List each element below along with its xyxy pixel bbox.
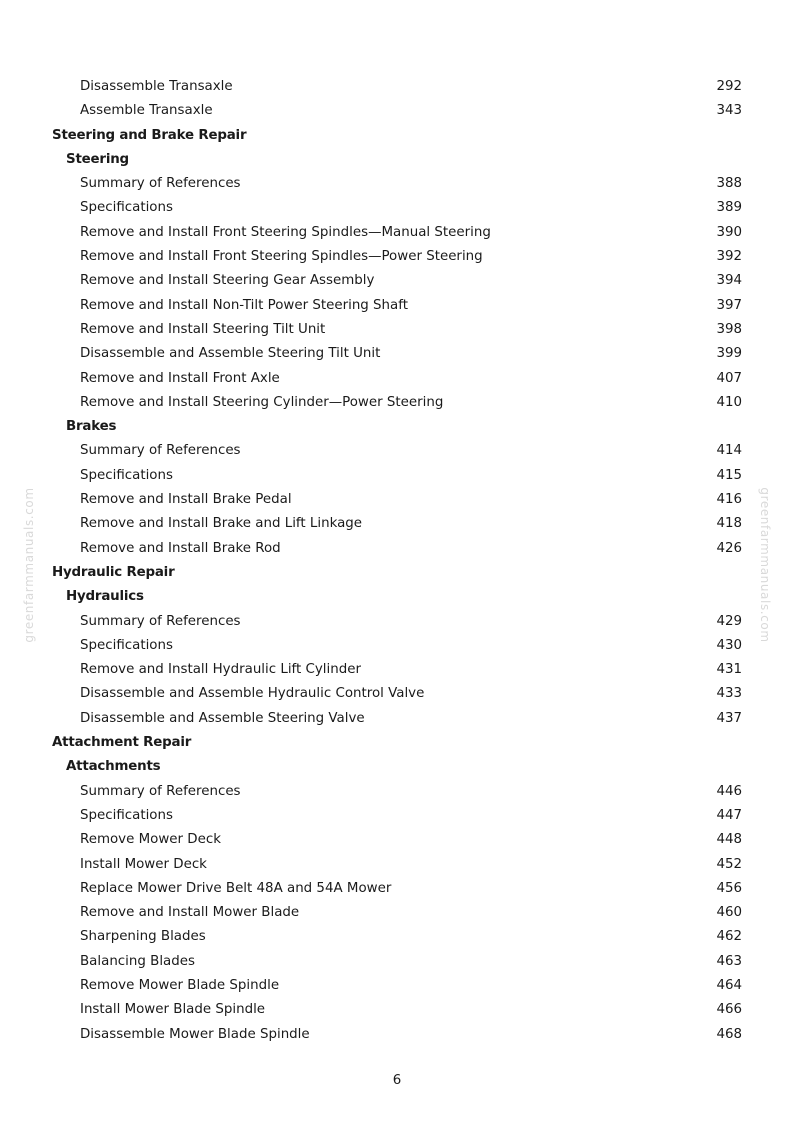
toc-entry-title: Steering: [66, 151, 129, 167]
toc-entry-title: Remove and Install Brake Rod: [80, 540, 281, 556]
toc-section-heading: [0, 561, 794, 585]
toc-entry-title: Summary of References: [80, 176, 241, 192]
toc-entry-title: Remove and Install Brake Pedal: [80, 492, 292, 508]
toc-section-heading: [0, 731, 794, 755]
toc-entry-title: Specifications: [80, 807, 173, 823]
toc-entry-page-number: 415: [716, 467, 742, 483]
toc-entry-title: Remove and Install Hydraulic Lift Cylinder: [80, 662, 361, 678]
toc-entry-title: Steering and Brake Repair: [52, 127, 247, 143]
toc-entry-title: Remove and Install Front Axle: [80, 370, 280, 386]
toc-entry[interactable]: [0, 780, 794, 804]
toc-entry-title: Summary of References: [80, 443, 241, 459]
toc-entry-page-number: 452: [716, 856, 742, 872]
toc-entry-page-number: 390: [716, 224, 742, 240]
toc-entry-page-number: 433: [716, 686, 742, 702]
toc-entry-page-number: 447: [716, 807, 742, 823]
toc-entry-title: Remove and Install Front Steering Spindles—Power Steering: [80, 249, 483, 265]
toc-subsection-heading: [0, 148, 794, 172]
toc-entry-title: Remove and Install Steering Tilt Unit: [80, 321, 326, 337]
toc-entry[interactable]: [0, 901, 794, 925]
toc-entry-title: Replace Mower Drive Belt 48A and 54A Mower: [80, 880, 392, 896]
toc-entry[interactable]: [0, 391, 794, 415]
toc-subsection-heading: [0, 415, 794, 439]
toc-entry-page-number: 394: [716, 273, 742, 289]
toc-entry-title: Brakes: [66, 419, 117, 435]
toc-entry-title: Disassemble and Assemble Steering Tilt Unit: [80, 346, 381, 362]
toc-entry[interactable]: [0, 610, 794, 634]
toc-entry-page-number: 437: [716, 710, 742, 726]
toc-entry-page-number: 389: [716, 200, 742, 216]
toc-entry-title: Remove and Install Brake and Lift Linkage: [80, 516, 363, 532]
toc-entry-page-number: 407: [716, 370, 742, 386]
toc-entry[interactable]: [0, 925, 794, 949]
toc-entry[interactable]: [0, 367, 794, 391]
toc-entry[interactable]: [0, 950, 794, 974]
watermark-left: greenfarmmanuals.com: [22, 487, 36, 643]
toc-subsection-heading: [0, 755, 794, 779]
toc-entry-title: Summary of References: [80, 613, 241, 629]
toc-entry-page-number: 410: [716, 394, 742, 410]
toc-entry[interactable]: [0, 488, 794, 512]
toc-entry-page-number: 416: [716, 492, 742, 508]
toc-entry[interactable]: [0, 196, 794, 220]
page-number: 6: [392, 1073, 402, 1088]
toc-entry-page-number: 426: [716, 540, 742, 556]
toc-entry[interactable]: [0, 221, 794, 245]
toc-entry-title: Assemble Transaxle: [80, 103, 213, 119]
toc-entry-title: Disassemble and Assemble Hydraulic Control Valve: [80, 686, 425, 702]
toc-entry[interactable]: [0, 682, 794, 706]
toc-entry-title: Summary of References: [80, 783, 241, 799]
toc-entry-page-number: 292: [716, 79, 742, 94]
table-of-contents: [0, 75, 794, 1047]
toc-entry[interactable]: [0, 804, 794, 828]
toc-entry[interactable]: [0, 172, 794, 196]
toc-entry-title: Remove and Install Mower Blade: [80, 905, 300, 921]
toc-subsection-heading: [0, 585, 794, 609]
toc-entry-page-number: 446: [716, 783, 742, 799]
toc-entry-title: Specifications: [80, 467, 173, 483]
toc-entry-title: Attachment Repair: [52, 735, 192, 751]
toc-entry-title: Balancing Blades: [80, 953, 195, 969]
toc-entry[interactable]: [0, 828, 794, 852]
toc-entry[interactable]: [0, 439, 794, 463]
toc-entry-title: Disassemble Mower Blade Spindle: [80, 1026, 310, 1042]
toc-entry-page-number: 464: [716, 977, 742, 993]
toc-entry[interactable]: [0, 318, 794, 342]
toc-entry-page-number: 456: [716, 880, 742, 896]
toc-entry-title: Remove and Install Steering Cylinder—Power Steering: [80, 394, 444, 410]
toc-entry-title: Remove and Install Non-Tilt Power Steering Shaft: [80, 297, 408, 313]
toc-entry-title: Remove and Install Front Steering Spindles—Manual Steering: [80, 224, 491, 240]
toc-entry[interactable]: [0, 707, 794, 731]
toc-entry-title: Hydraulic Repair: [52, 564, 175, 580]
toc-entry[interactable]: [0, 974, 794, 998]
toc-entry[interactable]: [0, 342, 794, 366]
toc-entry[interactable]: [0, 75, 794, 99]
toc-entry-title: Install Mower Blade Spindle: [80, 1002, 266, 1018]
toc-entry-title: Remove Mower Deck: [80, 832, 221, 848]
toc-entry-page-number: 448: [716, 832, 742, 848]
toc-entry[interactable]: [0, 877, 794, 901]
toc-entry-title: Remove Mower Blade Spindle: [80, 977, 280, 993]
toc-entry[interactable]: [0, 99, 794, 123]
toc-entry-page-number: 429: [716, 613, 742, 629]
watermark-right: greenfarmmanuals.com: [758, 487, 772, 643]
toc-entry-page-number: 399: [716, 346, 742, 362]
toc-entry-page-number: 388: [716, 176, 742, 192]
toc-entry[interactable]: [0, 537, 794, 561]
toc-entry-title: Specifications: [80, 637, 173, 653]
toc-entry-page-number: 392: [716, 249, 742, 265]
toc-entry-page-number: 414: [716, 443, 742, 459]
toc-entry[interactable]: [0, 853, 794, 877]
toc-entry-title: Specifications: [80, 200, 173, 216]
toc-section-heading: [0, 124, 794, 148]
toc-entry-page-number: 460: [716, 905, 742, 921]
toc-entry-page-number: 431: [716, 662, 742, 678]
toc-entry-page-number: 466: [716, 1002, 742, 1018]
toc-entry-title: Install Mower Deck: [80, 856, 207, 872]
toc-entry-title: Attachments: [66, 759, 161, 775]
toc-entry[interactable]: [0, 294, 794, 318]
toc-entry[interactable]: [0, 269, 794, 293]
toc-entry-page-number: 397: [716, 297, 742, 313]
toc-entry-page-number: 430: [716, 637, 742, 653]
toc-entry-page-number: 398: [716, 321, 742, 337]
toc-entry[interactable]: [0, 658, 794, 682]
toc-entry-page-number: 343: [716, 103, 742, 119]
toc-entry-page-number: 418: [716, 516, 742, 532]
toc-entry-title: Remove and Install Steering Gear Assembly: [80, 273, 375, 289]
toc-entry[interactable]: [0, 998, 794, 1022]
toc-entry-page-number: 463: [716, 953, 742, 969]
toc-entry[interactable]: [0, 634, 794, 658]
toc-entry-page-number: 462: [716, 929, 742, 945]
toc-entry-page-number: 468: [716, 1026, 742, 1042]
toc-entry[interactable]: [0, 245, 794, 269]
toc-entry[interactable]: [0, 464, 794, 488]
toc-entry-title: Hydraulics: [66, 589, 144, 605]
toc-entry[interactable]: [0, 512, 794, 536]
toc-entry-title: Disassemble and Assemble Steering Valve: [80, 710, 365, 726]
toc-entry-title: Sharpening Blades: [80, 929, 206, 945]
toc-entry-title: Disassemble Transaxle: [80, 79, 233, 94]
toc-entry[interactable]: [0, 1023, 794, 1047]
